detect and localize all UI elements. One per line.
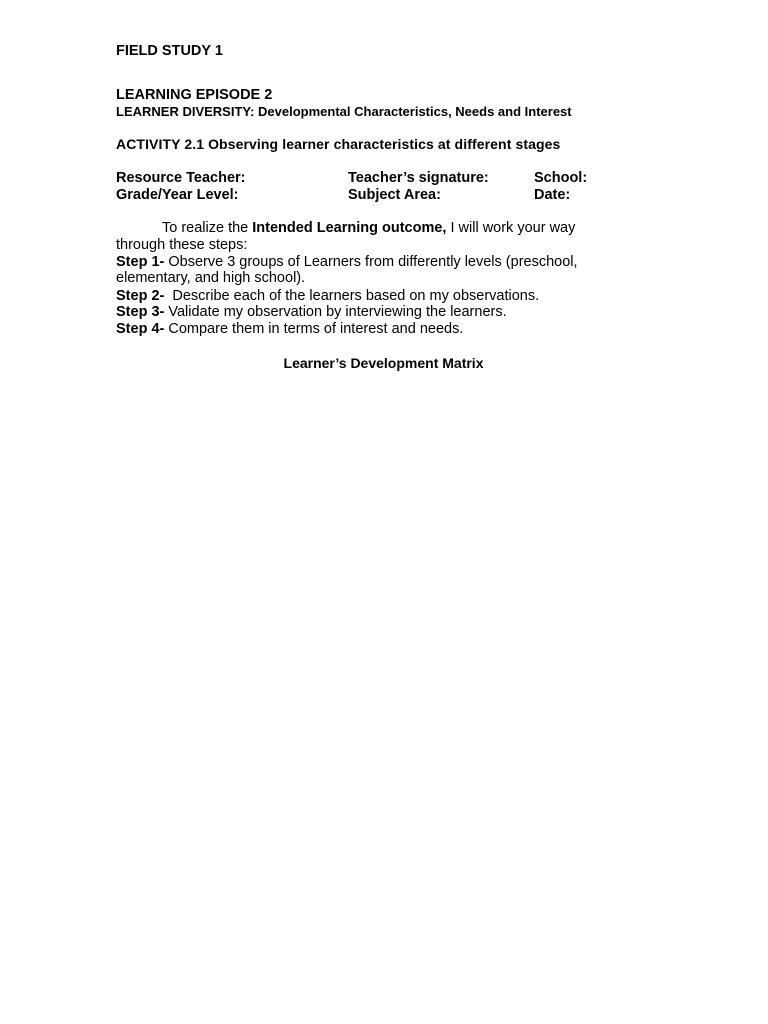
intro-line-1 [116, 220, 575, 237]
activity-heading: ACTIVITY 2.1 Observing learner characteristics at different stages [116, 136, 561, 152]
intro-line-2: through these steps: [116, 237, 248, 253]
step-1-label: Step 1- [116, 254, 165, 270]
intro-prefix: To realize the [162, 220, 253, 236]
matrix-title: Learner’s Development Matrix [283, 355, 484, 371]
intro-suffix: I will work your way [446, 220, 576, 236]
field-study-heading: FIELD STUDY 1 [116, 43, 223, 59]
episode-heading: LEARNING EPISODE 2 [116, 87, 273, 103]
resource-teacher-label: Resource Teacher: [116, 170, 246, 186]
step-1-continued: elementary, and high school). [116, 270, 306, 286]
step-4-label: Step 4- [116, 321, 165, 337]
grade-level-label: Grade/Year Level: [116, 187, 239, 203]
step-1 [116, 254, 578, 271]
step-2-label: Step 2- [116, 288, 165, 304]
step-4-text: Compare them in terms of interest and needs. [164, 321, 464, 337]
step-1-text: Observe 3 groups of Learners from differently levels (preschool, [164, 254, 578, 270]
step-2 [116, 288, 539, 305]
step-2-text: Describe each of the learners based on my observations. [164, 288, 540, 304]
teacher-signature-label: Teacher’s signature: [348, 170, 489, 186]
school-label: School: [534, 170, 588, 186]
diversity-subheading: LEARNER DIVERSITY: Developmental Characteristics, Needs and Interest [116, 104, 572, 119]
step-3 [116, 304, 507, 321]
step-4 [116, 321, 463, 338]
step-3-text: Validate my observation by interviewing the learners. [164, 304, 507, 320]
intro-bold: Intended Learning outcome, [252, 220, 447, 236]
date-label: Date: [534, 187, 571, 203]
subject-area-label: Subject Area: [348, 187, 441, 203]
step-3-label: Step 3- [116, 304, 165, 320]
